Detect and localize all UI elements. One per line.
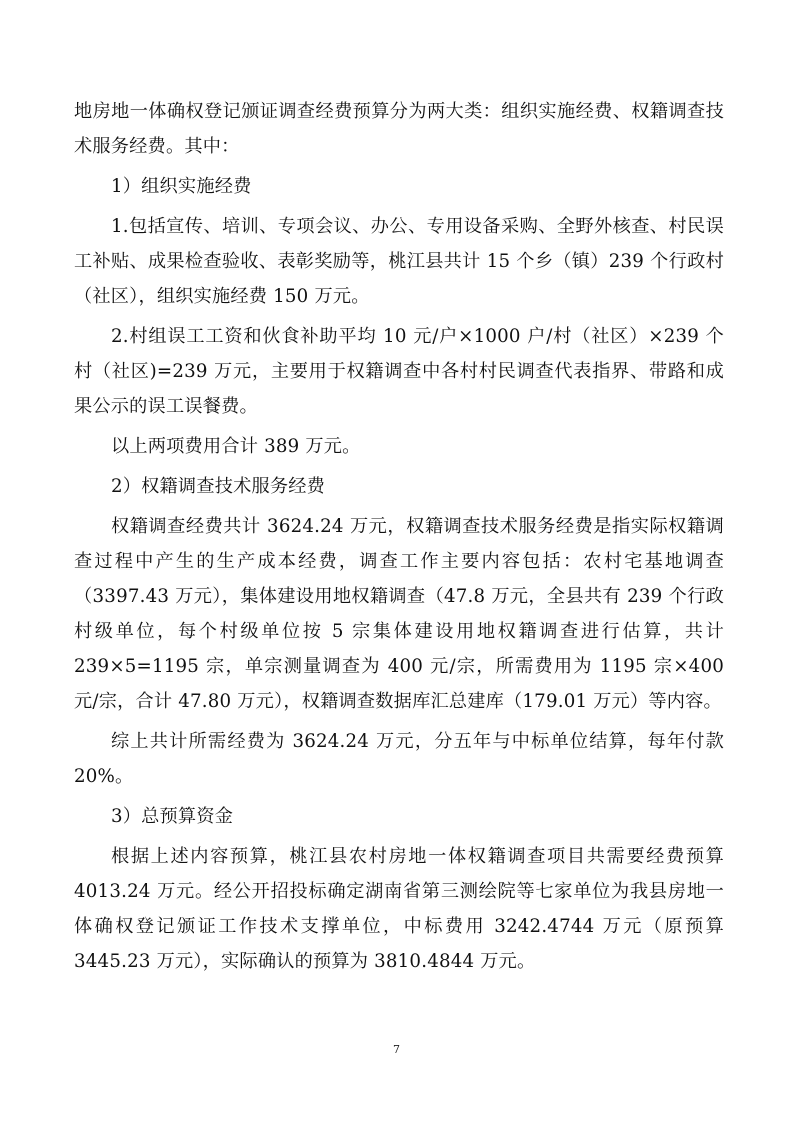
paragraph-total-budget: 根据上述内容预算，桃江县农村房地一体权籍调查项目共需要经费预算 4013.24 万元。经公开招投标确定湖南省第三测绘院等七家单位为我县房地一体确权登记颁证工作技术支撑单位，中标费用 3242.4744 万元（原预算 3445.23 万元），实际确认的预算为 3810.4844 万元。 <box>74 846 724 972</box>
paragraph-subtotal: 以上两项费用合计 389 万元。 <box>111 436 361 457</box>
paragraph-technical-service-details: 权籍调查经费共计 3624.24 万元，权籍调查技术服务经费是指实际权籍调查过程中产生的生产成本经费，调查工作主要内容包括：农村宅基地调查（3397.43 万元），集体建设用地权籍调查（47.8 万元，全县共有 239 个行政村级单位，每个村级单位按 5 宗集体建设用地权籍调查进行估算，共计 239×5=1195 宗，单宗测量调查为 400 元/宗，所需费用为 1195 宗×400 元/宗，合计 47.80 万元），权籍调查数据库汇总建库（179.01 万元）等内容。 <box>74 516 724 712</box>
section-heading-total-budget: 3）总预算资金 <box>111 806 234 827</box>
body-text <box>74 94 724 984</box>
paragraph-summary-payment: 综上共计所需经费为 3624.24 万元，分五年与中标单位结算，每年付款 20%。 <box>74 731 724 787</box>
section-heading-organization-funds: 1）组织实施经费 <box>111 176 252 197</box>
paragraph-intro-continuation: 地房地一体确权登记颁证调查经费预算分为两大类：组织实施经费、权籍调查技术服务经费。其中： <box>74 101 724 157</box>
page-number: 7 <box>393 1043 400 1056</box>
section-heading-technical-service-funds: 2）权籍调查技术服务经费 <box>111 476 326 497</box>
paragraph-item-1: 1.包括宣传、培训、专项会议、办公、专用设备采购、全野外核查、村民误工补贴、成果检查验收、表彰奖励等，桃江县共计 15 个乡（镇）239 个行政村（社区），组织实施经费 150 万元。 <box>74 216 724 307</box>
paragraph-item-2: 2.村组误工工资和伙食补助平均 10 元/户×1000 户/村（社区）×239 个村（社区)=239 万元，主要用于权籍调查中各村村民调查代表指界、带路和成果公示的误工误餐费。 <box>74 326 724 417</box>
